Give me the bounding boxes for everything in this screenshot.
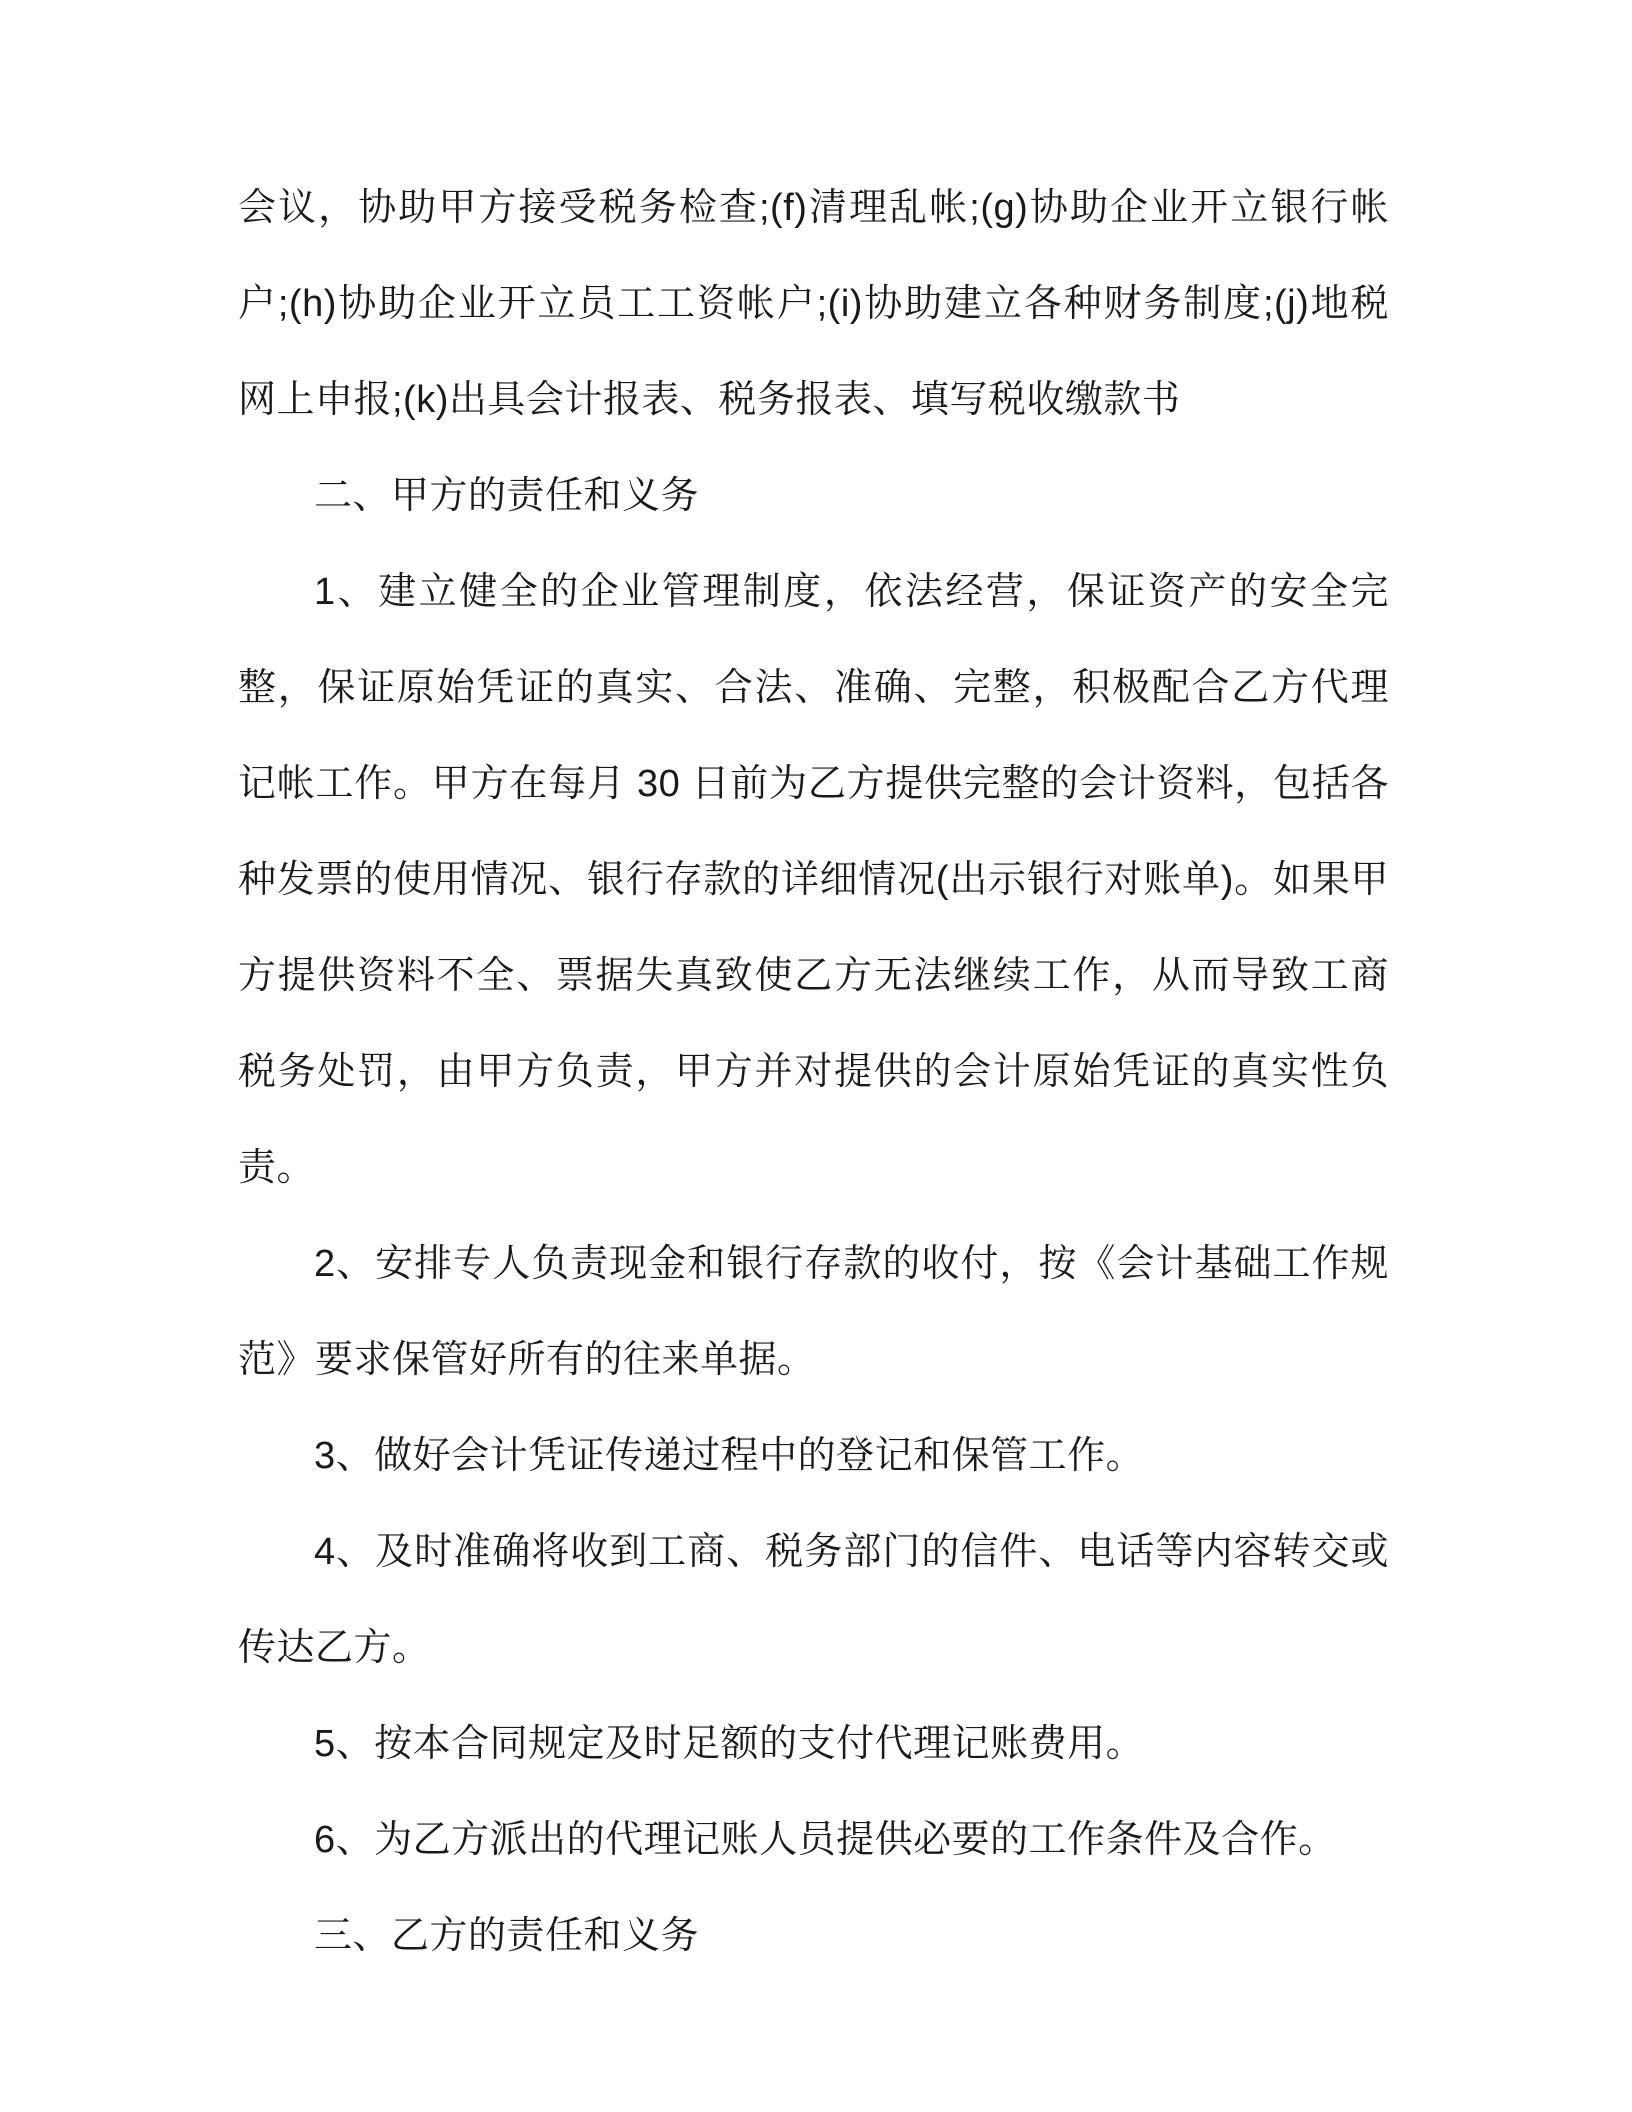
contract-paragraph-item-1: 1、建立健全的企业管理制度，依法经营，保证资产的安全完整，保证原始凭证的真实、合法、准确、完整，积极配合乙方代理记帐工作。甲方在每月 30 日前为乙方提供完整的会计资料，包括各种发票的使用情况、银行存款的详细情况(出示银行对账单)。如果甲方提供资料不全、票据失真致使乙方无法继续工作，从而导致工商税务处罚，由甲方负责，甲方并对提供的会计原始凭证的真实性负责。 [238, 571, 1389, 1189]
contract-paragraph-continuation: 会议，协助甲方接受税务检查;(f)清理乱帐;(g)协助企业开立银行帐户;(h)协助企业开立员工工资帐户;(i)协助建立各种财务制度;(j)地税网上申报;(k)出具会计报表、税务报表、填写税收缴款书 [238, 187, 1389, 421]
section-heading-party-b-duties: 三、乙方的责任和义务 [314, 1915, 700, 1957]
contract-paragraph-item-2: 2、安排专人负责现金和银行存款的收付，按《会计基础工作规范》要求保管好所有的往来单据。 [238, 1243, 1389, 1381]
contract-paragraph-item-5: 5、按本合同规定及时足额的支付代理记账费用。 [314, 1723, 1145, 1765]
contract-paragraph-item-6: 6、为乙方派出的代理记账人员提供必要的工作条件及合作。 [314, 1819, 1337, 1861]
contract-paragraph-item-4: 4、及时准确将收到工商、税务部门的信件、电话等内容转交或传达乙方。 [238, 1531, 1389, 1669]
contract-paragraph-item-3: 3、做好会计凭证传递过程中的登记和保管工作。 [314, 1435, 1145, 1477]
section-heading-party-a-duties: 二、甲方的责任和义务 [314, 475, 700, 517]
